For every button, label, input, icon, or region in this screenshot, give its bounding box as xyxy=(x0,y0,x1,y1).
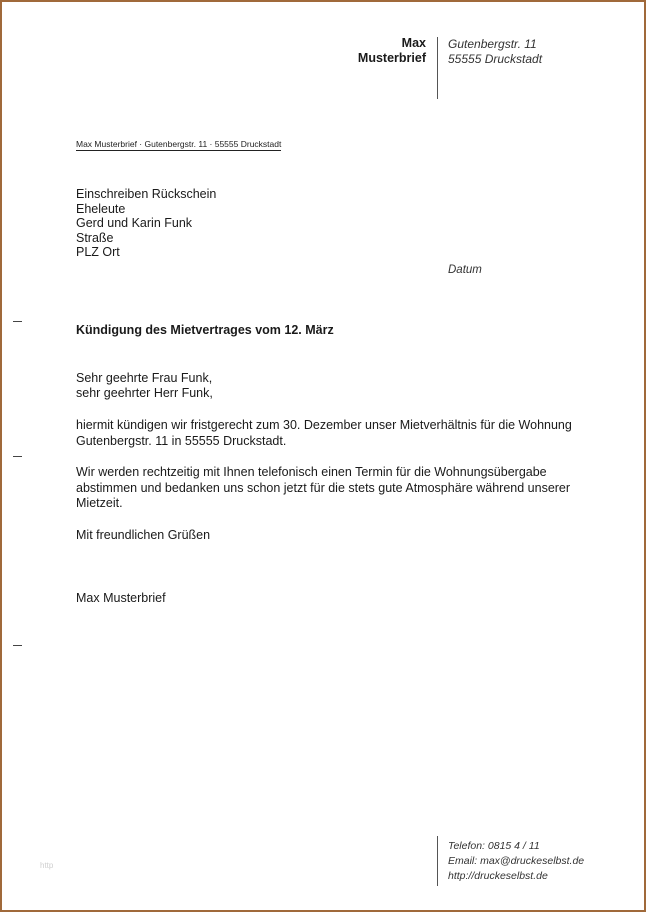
footer-divider xyxy=(437,836,438,886)
sender-address xyxy=(448,37,542,67)
closing: Mit freundlichen Grüßen xyxy=(76,528,211,542)
fold-mark xyxy=(13,321,22,322)
footer-contact xyxy=(448,839,584,884)
watermark: http xyxy=(40,861,54,870)
salutation xyxy=(76,371,213,401)
sender-city: 55555 Druckstadt xyxy=(448,52,543,66)
salutation-line: Sehr geehrte Frau Funk, xyxy=(76,371,213,385)
sender-street: Gutenbergstr. 11 xyxy=(448,37,537,51)
subject-line: Kündigung des Mietvertrages vom 12. März xyxy=(76,323,334,337)
recipient-line: Gerd und Karin Funk xyxy=(76,216,193,230)
signature-name: Max Musterbrief xyxy=(76,591,166,605)
punch-mark xyxy=(13,456,22,457)
date: Datum xyxy=(448,264,482,276)
footer-website: http://druckeselbst.de xyxy=(448,870,548,882)
recipient-line: PLZ Ort xyxy=(76,245,120,259)
salutation-line: sehr geehrter Herr Funk, xyxy=(76,386,213,400)
fold-mark xyxy=(13,645,22,646)
body-paragraph: hiermit kündigen wir fristgerecht zum 30. Dezember unser Mietverhältnis für die Wohnung Gutenbergstr. 11 in 55555 Druckstadt. xyxy=(76,418,572,448)
recipient-line: Eheleute xyxy=(76,201,126,216)
sender-name xyxy=(358,36,426,66)
sender-first-name: Max xyxy=(401,36,426,50)
header-divider xyxy=(437,37,438,99)
recipient-line: Einschreiben Rückschein xyxy=(76,187,217,201)
recipient-line: Straße xyxy=(76,230,114,245)
footer-phone: Telefon: 0815 4 / 11 xyxy=(448,840,540,852)
recipient-address xyxy=(76,187,216,260)
footer-email: Email: max@druckeselbst.de xyxy=(448,855,585,867)
body-paragraph: Wir werden rechtzeitig mit Ihnen telefonisch einen Termin für die Wohnungsübergabe abstimmen und bedanken uns schon jetzt für die stets gute Atmosphäre während unserer Mietzeit. xyxy=(76,465,571,510)
sender-last-name: Musterbrief xyxy=(357,51,426,65)
return-address-line: Max Musterbrief · Gutenbergstr. 11 · 55555 Druckstadt xyxy=(76,139,282,149)
